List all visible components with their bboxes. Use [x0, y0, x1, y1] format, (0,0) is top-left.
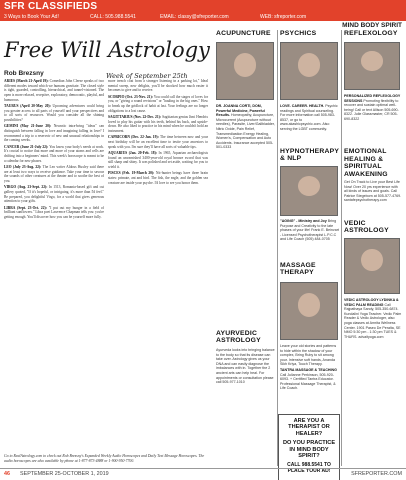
top-banner [0, 0, 406, 14]
psychics-listing: LOVE. CAREER. HEALTH. Psychic readings and Spiritual counseling. For more information call 505-983-8537, or go to www.akashicpsychic.com. Also serving the LGBT community. [280, 104, 338, 131]
ayurvedic-heading: AYURVEDIC ASTROLOGY [216, 330, 261, 344]
horoscope-pisces: PISCES (Feb. 19-March 20): Nit-hunter beings have three brain states: primate, ant and bird. The fish, the eagle, and the golden sea creature are inside your psyche. I'd love to see you honor them. [108, 171, 208, 185]
vedic-photo [344, 238, 400, 294]
astrology-footer-note: Go to RealAstrology.com to check out Rob Brezsny's Expanded Weekly Audio Horoscopes and Daily Text Message Horoscopes. The audio horoscopes are also available by phone at 1-877-873-4888 or 1-900-950-7700. [4, 454, 205, 463]
site-url[interactable]: SFREPORTER.COM [351, 471, 402, 477]
horoscope-cancer: CANCER (June 21-July 22): You know your body's needs at work. It's crucial to notice that more and more of your atoms and cells are drifting into a beginners' mind. This week's horoscope is meant to be a calendar for new phases. [4, 144, 105, 163]
classifieds-brand: SFR CLASSIFIEDS [4, 1, 98, 12]
page-footer [0, 468, 406, 480]
horoscope-gemini: GEMINI (May 21-June 20): Neurotic intra-bring "ideas" can distinguish between falling in love and imagining falling in love? I recommend a trip to a reservoir of new and unusual relationships in the coming weeks. [4, 124, 104, 143]
hypnotherapy-listing: "AGING" - Ministry and Joy Bring Purpose and Creativity to the late phases of your life! Frank E. Beinvart - Licensed Psychotherapist L.P.C.C and Life Coach (505) 484-0705 [280, 219, 339, 242]
horoscope-libra: LIBRA (Sept. 23-Oct. 22): "I put out my hunger in a field of brilliant sunflowers." Libra poet Lawrence Chapman tells you: you're getting enough. You'll discover how you can be yourself more fully. [4, 205, 104, 219]
massage-listing: Leave your old stories and patterns to hide within the shadow of your complex, Bring Ruby to sit among your. Intensive soft hands, Ananda Sikh Kriya, Touch Therapy. [280, 344, 337, 367]
astrology-title: Free Will Astrology [4, 38, 210, 62]
horoscope-libra-cont: more trench coat from a stronger listening in a parking lot," Ideal mental sweep, new delights, you'll be shocked how much easier it becomes to give and to receive. [108, 79, 208, 93]
reflexology-photo [344, 42, 400, 90]
astrology-column [0, 22, 212, 468]
booking-web[interactable]: WEB: sfreporter.com [260, 14, 307, 20]
massage-heading: MASSAGE THERAPY [280, 262, 316, 276]
horoscope-aquarius: AQUARIUS (Jan. 20-Feb. 18): In 1965, Aquarian archaeologists found an unvarnished 3400-year-old royal bronze sword that was still sharp and shiny. It was polished and set aside, waiting for you to wield it. [108, 150, 208, 169]
horoscope-leo: LEO (July 23-Aug. 22): The Leo writer Aldous Huxley said there are at least two ways to receive guidance. Take your time to savour the sounds of other creatures at the theater and to soothe the best of you. [4, 164, 104, 184]
issue-date: SEPTEMBER 25-OCTOBER 1, 2019 [20, 471, 109, 477]
horoscope-taurus: TAURUS (April 20-May 20): Upcoming adventures could bring you greater access to all parts of yourself and your perspectives and to all sorts of resources. Would you consider all the shining possibilities? [4, 104, 104, 123]
ayurvedic-listing: Ayurveda looks into bringing balance to the body so that its disease can take over. Astrology gives us your DNA and can easily diagnose the imbalances with in. Together the 2 ancient arts can help heal. For appointments or consultation please call 505-977-1010 [216, 348, 275, 385]
divider-1 [277, 30, 278, 466]
booking-call[interactable]: CALL: 505.988.5541 [90, 14, 136, 20]
emotional-listing: Get On Track to Live your Best Life Now! Over 20 yrs experience with all kinds of issues and goals. Call Patrice Stegeborn at 505-577-4769. santafepsychotherapy.com [344, 180, 402, 203]
horoscope-aries: ARIES (March 21-April 19): Comedian John Cleese speaks of two different modes toward which we humans gravitate. The closed style is tight, guarded, controlling, hierarchical, and tunnel-visioned. The open is more relaxed, receptive, exploratory, democratic, playful, and humorous. [4, 79, 104, 102]
page-number: 46 [4, 471, 10, 477]
emotional-heading: EMOTIONAL HEALING & SPIRITUAL AWAKENING [344, 148, 388, 178]
divider-2 [341, 30, 342, 466]
tantra-listing: TANTRA MASSAGE & TEACHING Call Julianne Perkinson, 505-920-6093. + Certified Tantra Educator. Professional Massage Therapist, & Life Coach. [280, 368, 337, 391]
horoscope-right-column [108, 79, 208, 187]
hypnotherapy-photo [280, 166, 338, 216]
ad-call-line[interactable]: CALL 988.5541 TO PLACE YOUR AD! [287, 462, 331, 475]
ad-line-1: ARE YOU A THERAPIST OR HEALER? [288, 418, 330, 437]
acupuncture-photo [216, 42, 274, 100]
horoscope-left-column [4, 79, 104, 221]
booking-email[interactable]: EMAIL: classy@sfreporter.com [160, 14, 229, 20]
vedic-heading: VEDIC ASTROLOGY [344, 220, 389, 234]
vedic-listing: VEDIC ASTROLOGY LYDINKA & VEDIC PALM READING Call Rajpathaya Sandy, 505-350-6874. Kundalini Yoga Teacher. Vedic Palm Reader & Vedic Astrologer, also yoga classes at Amrita Wellness Center. 1901 Paseo De Peralta, SE NMO 5:30 pm - 1:30 pm TUES & THURS. advaityoga.com [344, 298, 402, 339]
hypnotherapy-heading: HYPNOTHERAPY & NLP [280, 148, 339, 162]
booking-bar [0, 14, 406, 21]
horoscope-scorpio: SCORPIO (Oct. 23-Nov. 21): You could call the stages of loves for you, or "giving a round revisions" or "hauling in the big ones." How to break up the gridlock of habit at last. Your feelings are no longer obligations to a lost cause. [108, 94, 209, 113]
section-title: MIND BODY SPIRIT [342, 22, 402, 29]
reflexology-heading: REFLEXOLOGY [344, 30, 398, 37]
booking-ways: 3 Ways to Book Your Ad! [4, 14, 59, 20]
astrology-week: Week of September 25th [106, 72, 188, 80]
horoscope-virgo: VIRGO (Aug. 23-Sept. 22): In 1513, Romania-based gift and cut gallery quoted, "If it's hopeful, or intriguing, it's more than I'd feel." Be prepared, you delightful Virgo, for a world that gives generous attention to your gifts. [4, 185, 105, 204]
ad-line-2: DO YOU PRACTICE IN MIND BODY SPIRIT? [282, 440, 336, 460]
astrology-author: Rob Brezsny [4, 70, 44, 77]
horoscope-sagittarius: SAGITTARIUS (Nov. 22-Dec. 21): Sagittarian genius Jimi Hendrix loved to play his guitar with his teeth, behind his back, and upside-down. He also liked to practice in his mind when he couldn't hold an instrument. [108, 114, 208, 134]
psychics-heading: PSYCHICS [280, 30, 317, 37]
massage-photo [280, 282, 338, 340]
acupuncture-listing: DR. JOANNA CORTI, DOM, Powerful Medicine, Powerful Results. Homeopathy, Acupuncture, Microcurrent (Acupuncture without needles), Parasite, Liver/Gallbladder, Nitric Oxide, Pain Relief, Transmediastion Energy Healing, Women's, Compensation and Auto Accidents. Insurance accepted 505-501-0333 [216, 104, 275, 150]
horoscope-capricorn: CAPRICORN (Dec. 22-Jan. 19): The time between now and your next birthday will be an excellent time to invite your ancestors to speak with you. I'm sure they'll have all sorts of valuable tips. [108, 135, 209, 149]
psychics-photo [280, 42, 338, 100]
acupuncture-heading: ACUPUNCTURE [216, 30, 271, 37]
reflexology-listing: PERSONALIZED REFLEXOLOGY SESSIONS Promoting flexibility to recover and sustain optimal well-being! Call or text Allison 505-690-8322. Julie Glassmaster, CR 505-690-8322 [344, 94, 401, 121]
